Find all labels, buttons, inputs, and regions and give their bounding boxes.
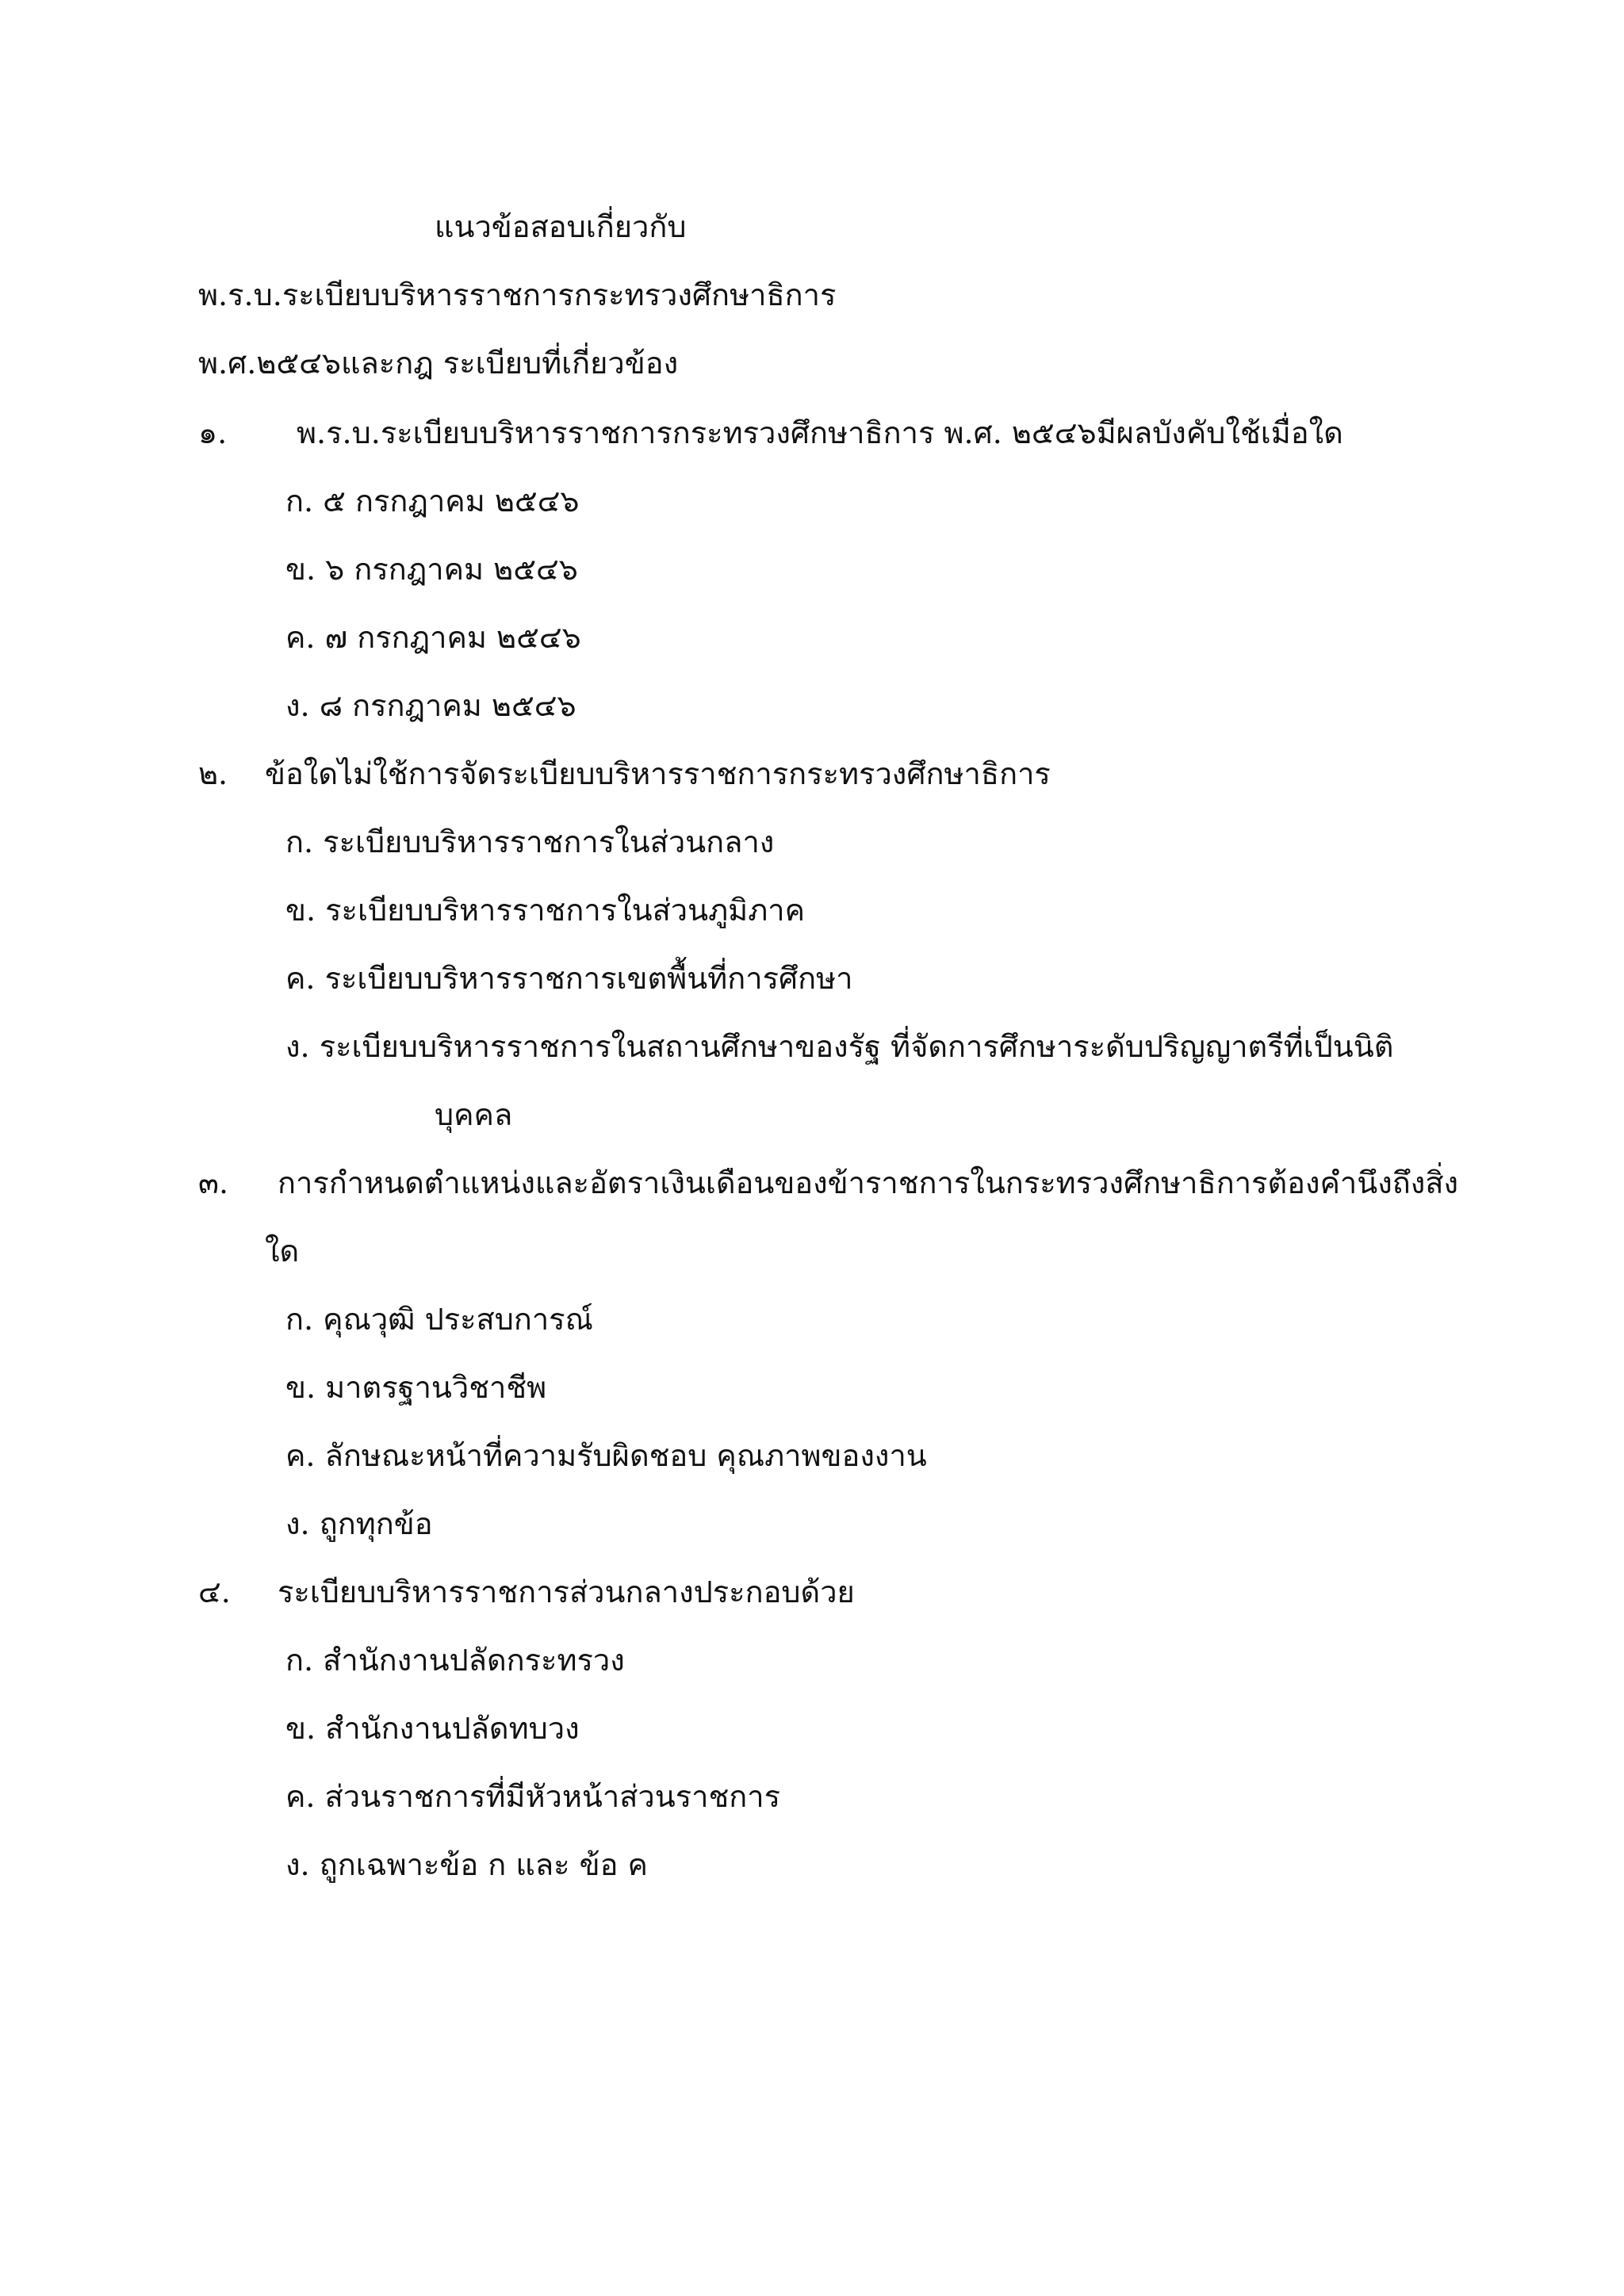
choice-a: ก. สำนักงานปลัดกระทรวง	[285, 1643, 625, 1678]
choice-b: ข. ระเบียบบริหารราชการในส่วนภูมิภาค	[285, 893, 806, 928]
choice-c: ค. ๗ กรกฎาคม ๒๕๔๖	[285, 620, 581, 655]
choice-c: ค. ลักษณะหน้าที่ความรับผิดชอบ คุณภาพของงาน	[285, 1438, 927, 1473]
question-number: ๒.	[198, 756, 228, 791]
choice-d: ง. ๘ กรกฎาคม ๒๕๔๖	[285, 688, 576, 723]
question-text: ข้อใดไม่ใช้การจัดระเบียบบริหารราชการกระทรวงศึกษาธิการ	[265, 756, 1051, 791]
choice-d: ง. ถูกเฉพาะข้อ ก และ ข้อ ค	[285, 1847, 648, 1882]
document-subtitle: พ.ร.บ.ระเบียบบริหารราชการกระทรวงศึกษาธิการ	[198, 277, 837, 312]
choice-d-continuation: บุคคล	[435, 1097, 513, 1132]
question-text: พ.ร.บ.ระเบียบบริหารราชการกระทรวงศึกษาธิการ พ.ศ. ๒๕๔๖มีผลบังคับใช้เมื่อใด	[297, 415, 1343, 450]
choice-a: ก. ๕ กรกฎาคม ๒๕๔๖	[285, 484, 580, 519]
choice-b: ข. ๖ กรกฎาคม ๒๕๔๖	[285, 552, 578, 587]
choice-a: ก. คุณวุฒิ ประสบการณ์	[285, 1302, 593, 1337]
document-title: แนวข้อสอบเกี่ยวกับ	[435, 209, 687, 244]
question-number: ๓.	[198, 1165, 229, 1200]
document-subtitle-year: พ.ศ.๒๕๔๖และกฎ ระเบียบที่เกี่ยวข้อง	[198, 346, 679, 381]
choice-a: ก. ระเบียบบริหารราชการในส่วนกลาง	[285, 825, 775, 859]
question-number: ๑.	[198, 415, 228, 450]
choice-d: ง. ถูกทุกข้อ	[285, 1506, 433, 1541]
choice-c: ค. ระเบียบบริหารราชการเขตพื้นที่การศึกษา	[285, 961, 853, 996]
question-text: ระเบียบบริหารราชการส่วนกลางประกอบด้วย	[278, 1575, 855, 1609]
choice-c: ค. ส่วนราชการที่มีหัวหน้าส่วนราชการ	[285, 1779, 781, 1814]
choice-d: ง. ระเบียบบริหารราชการในสถานศึกษาของรัฐ ที่จัดการศึกษาระดับปริญญาตรีที่เป็นนิติ	[285, 1029, 1394, 1064]
choice-b: ข. มาตรฐานวิชาชีพ	[285, 1370, 547, 1405]
choice-b: ข. สำนักงานปลัดทบวง	[285, 1711, 580, 1746]
question-text-continuation: ใด	[265, 1234, 300, 1269]
question-number: ๔.	[198, 1575, 231, 1609]
question-text: การกำหนดตำแหน่งและอัตราเงินเดือนของข้าราชการในกระทรวงศึกษาธิการต้องคำนึงถึงสิ่ง	[278, 1165, 1459, 1200]
